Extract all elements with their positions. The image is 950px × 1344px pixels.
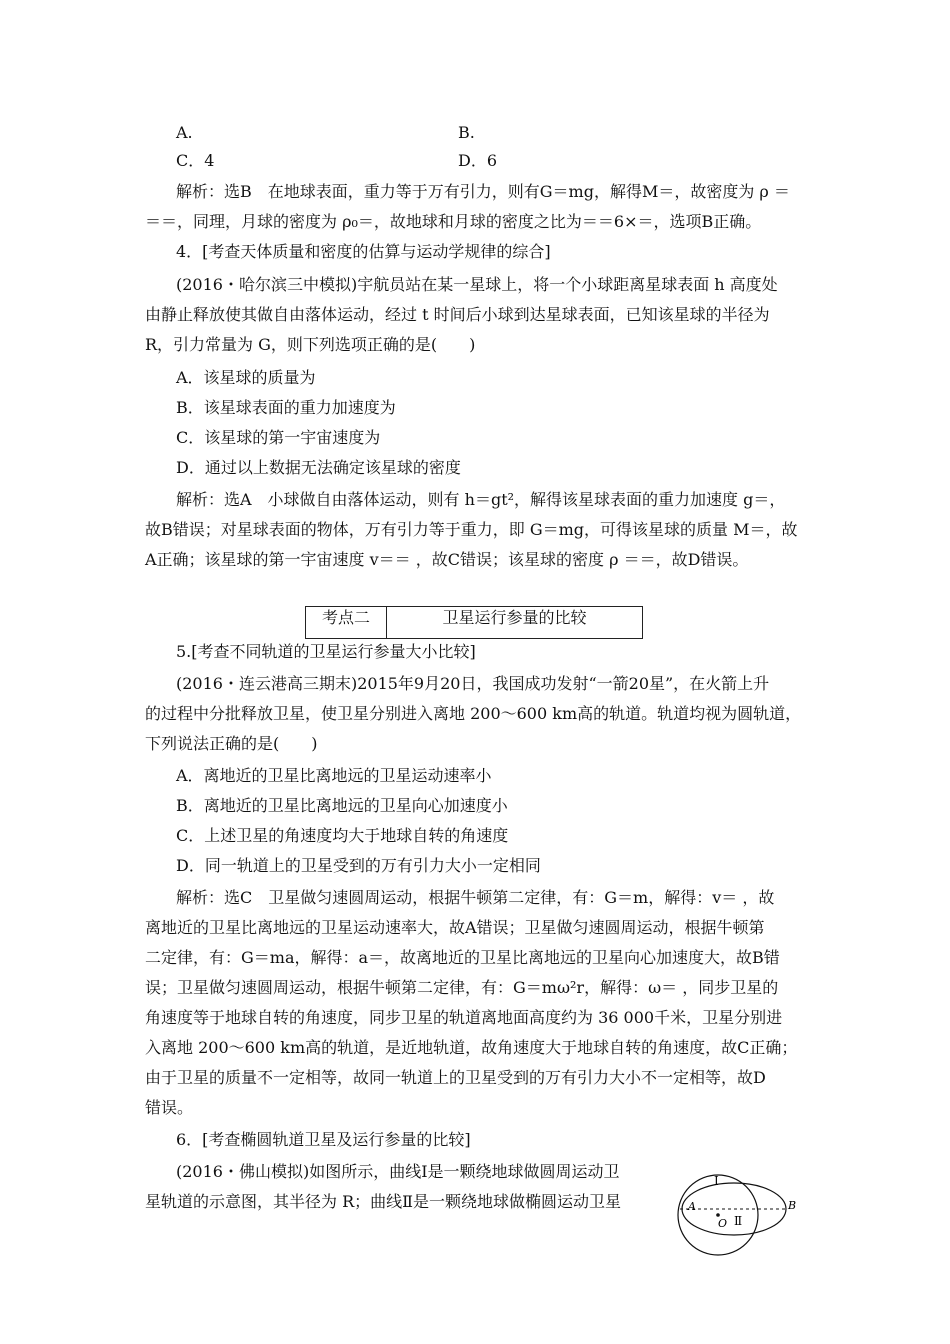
section-label: 考点二 [306,607,387,638]
label-point-A: A [688,1200,696,1213]
q4-solution-line-2: 故B错误；对星球表面的物体，万有引力等于重力，即 G＝mg，可得该星球的质量 M＝，故 [145,520,798,539]
q5-stem-line-1: (2016・连云港高三期末)2015年9月20日，我国成功发射“一箭20星”，在火箭上升 [176,674,770,693]
label-orbit-I: Ⅰ [714,1174,719,1188]
q5-option-c: C．上述卫星的角速度均大于地球自转的角速度 [176,826,509,845]
q5-solution-line-2: 离地近的卫星比离地远的卫星运动速率大，故A错误；卫星做匀速圆周运动，根据牛顿第 [145,918,765,937]
q4-option-c: C．该星球的第一宇宙速度为 [176,428,381,447]
q5-heading: 5.[考查不同轨道的卫星运行参量大小比较] [176,642,476,661]
q5-solution-line-3: 二定律，有：G＝ma，解得：a＝，故离地近的卫星比离地远的卫星向心加速度大，故B错 [145,948,780,967]
q4-stem-line-3: R，引力常量为 G，则下列选项正确的是( ) [145,335,476,354]
label-point-B: B [788,1199,797,1212]
q5-solution-line-6: 入离地 200～600 km高的轨道，是近地轨道，故角速度大于地球自转的角速度，故C正确； [145,1038,798,1057]
q3-option-c: C．4 [176,151,215,170]
q5-option-d: D．同一轨道上的卫星受到的万有引力大小一定相同 [176,856,541,875]
q4-solution-line-3: A正确；该星球的第一宇宙速度 v＝＝ ，故C错误；该星球的密度 ρ ＝＝，故D错误。 [145,550,749,569]
section-title: 卫星运行参量的比较 [442,608,587,627]
q3-option-b: B. [458,123,475,142]
q4-option-a: A．该星球的质量为 [176,368,316,387]
q5-solution-line-8: 错误。 [145,1098,194,1117]
q4-stem-line-1: (2016・哈尔滨三中模拟)宇航员站在某一星球上，将一个小球距离星球表面 h 高度处 [176,275,778,294]
q3-option-a: A. [176,123,193,142]
q6-stem-line-2: 星轨道的示意图，其半径为 R；曲线Ⅱ是一颗绕地球做椭圆运动卫星 [145,1192,622,1211]
label-point-O: O [718,1217,728,1230]
orbit-diagram [676,1165,806,1265]
q5-solution-line-4: 误；卫星做匀速圆周运动，根据牛顿第二定律，有：G＝mω²r，解得：ω＝ ，同步卫星的 [145,978,779,997]
q5-stem-line-2: 的过程中分批释放卫星，使卫星分别进入离地 200～600 km高的轨道。轨道均视为圆轨道， [145,704,802,723]
q4-option-b: B．该星球表面的重力加速度为 [176,398,396,417]
q5-option-a: A．离地近的卫星比离地远的卫星运动速率小 [176,766,492,785]
label-orbit-II: Ⅱ [734,1214,743,1228]
q3-option-d: D．6 [458,151,498,170]
q5-option-b: B．离地近的卫星比离地远的卫星向心加速度小 [176,796,508,815]
q6-stem-line-1: (2016・佛山模拟)如图所示，曲线Ⅰ是一颗绕地球做圆周运动卫 [176,1162,620,1181]
q4-solution-line-1: 解析：选A 小球做自由落体运动，则有 h＝gt²，解得该星球表面的重力加速度 g＝， [176,490,786,509]
section-heading-box [305,606,643,639]
q5-solution-line-5: 角速度等于地球自转的角速度，同步卫星的轨道离地面高度约为 36 000千米，卫星分别进 [145,1008,783,1027]
q4-stem-line-2: 由静止释放使其做自由落体运动，经过 t 时间后小球到达星球表面，已知该星球的半径为 [145,305,770,324]
q6-heading: 6．[考查椭圆轨道卫星及运行参量的比较] [176,1130,471,1149]
q3-solution-line-2: ＝＝，同理，月球的密度为 ρ₀＝，故地球和月球的密度之比为＝＝6×＝，选项B正确。 [145,212,762,231]
q5-stem-line-3: 下列说法正确的是( ) [145,734,318,753]
q4-option-d: D．通过以上数据无法确定该星球的密度 [176,458,461,477]
q5-solution-line-7: 由于卫星的质量不一定相等，故同一轨道上的卫星受到的万有引力大小不一定相等，故D [145,1068,766,1087]
q4-heading: 4．[考查天体质量和密度的估算与运动学规律的综合] [176,242,551,261]
q5-solution-line-1: 解析：选C 卫星做匀速圆周运动，根据牛顿第二定律，有：G＝m，解得：v＝ ，故 [176,888,775,907]
q3-solution-line-1: 解析：选B 在地球表面，重力等于万有引力，则有G＝mg，解得M＝，故密度为 ρ ＝ [176,182,790,201]
